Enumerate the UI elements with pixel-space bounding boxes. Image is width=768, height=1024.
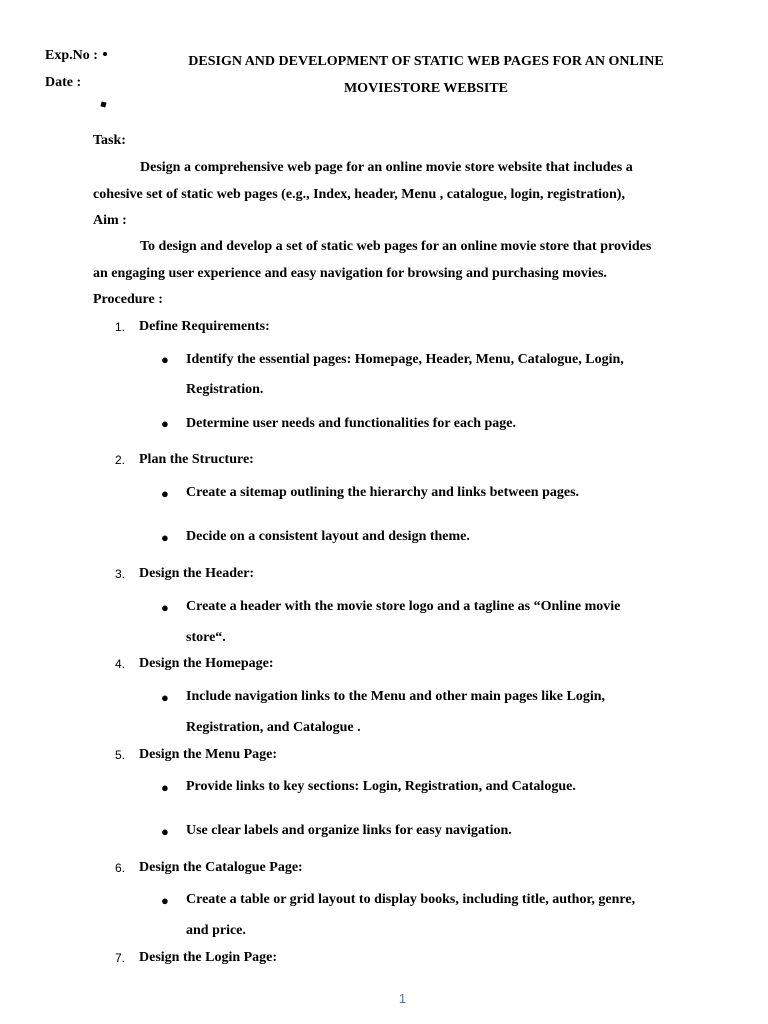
task-heading: Task: [93,133,126,148]
bullet-text: Decide on a consistent layout and design theme. [186,529,470,544]
step-title: Define Requirements: [139,319,270,334]
step-title: Design the Catalogue Page: [139,860,303,875]
task-text-line2: cohesive set of static web pages (e.g., Index, header, Menu , catalogue, login, registration), [93,187,625,202]
bullet-text: Create a table or grid layout to display books, including title, author, genre, [186,892,636,907]
bullet-text: Provide links to key sections: Login, Registration, and Catalogue. [186,779,576,794]
step-number: 5. [115,748,126,762]
square-mark [100,101,106,107]
task-text-line1: Design a comprehensive web page for an online movie store website that includes a [140,160,633,175]
procedure-heading: Procedure : [93,292,163,307]
bullet-icon: ● [161,690,169,705]
bullet-icon: ● [161,600,169,615]
step-number: 4. [115,657,126,671]
step-title: Plan the Structure: [139,452,254,467]
bullet-icon: ● [161,352,169,367]
aim-heading: Aim : [93,213,127,228]
bullet-text-cont: and price. [186,923,246,938]
bullet-icon: ● [161,416,169,431]
bullet-icon: ● [161,893,169,908]
step-number: 3. [115,567,126,581]
bullet-icon: ● [161,530,169,545]
bullet-mark [103,52,107,56]
document-title-line2: MOVIESTORE WEBSITE [343,81,509,96]
step-title: Design the Homepage: [139,656,274,671]
aim-text-line1: To design and develop a set of static web pages for an online movie store that provides [140,239,652,254]
bullet-text: Determine user needs and functionalities for each page. [186,416,517,431]
exp-no-label: Exp.No : [45,48,98,63]
bullet-icon: ● [161,486,169,501]
step-title: Design the Login Page: [139,950,278,965]
bullet-text: Include navigation links to the Menu and other main pages like Login, [186,689,606,704]
bullet-text-cont: Registration. [186,382,264,397]
bullet-icon: ● [161,780,169,795]
date-label: Date : [45,75,82,90]
bullet-icon: ● [161,824,169,839]
step-title: Design the Menu Page: [139,747,278,762]
step-number: 6. [115,861,126,875]
step-number: 2. [115,453,126,467]
aim-text-line2: an engaging user experience and easy navigation for browsing and purchasing movies. [93,266,607,281]
bullet-text-cont: store“. [186,630,226,645]
document-title-line1: DESIGN AND DEVELOPMENT OF STATIC WEB PAGES FOR AN ONLINE [188,54,664,69]
bullet-text-cont: Registration, and Catalogue . [186,720,361,735]
bullet-text: Use clear labels and organize links for easy navigation. [186,823,512,838]
step-number: 1. [115,320,126,334]
bullet-text: Create a sitemap outlining the hierarchy and links between pages. [186,485,580,500]
bullet-text: Identify the essential pages: Homepage, Header, Menu, Catalogue, Login, [186,352,624,367]
step-title: Design the Header: [139,566,255,581]
step-number: 7. [115,951,126,965]
bullet-text: Create a header with the movie store logo and a tagline as “Online movie [186,599,621,614]
page-number: 1 [398,991,407,1006]
